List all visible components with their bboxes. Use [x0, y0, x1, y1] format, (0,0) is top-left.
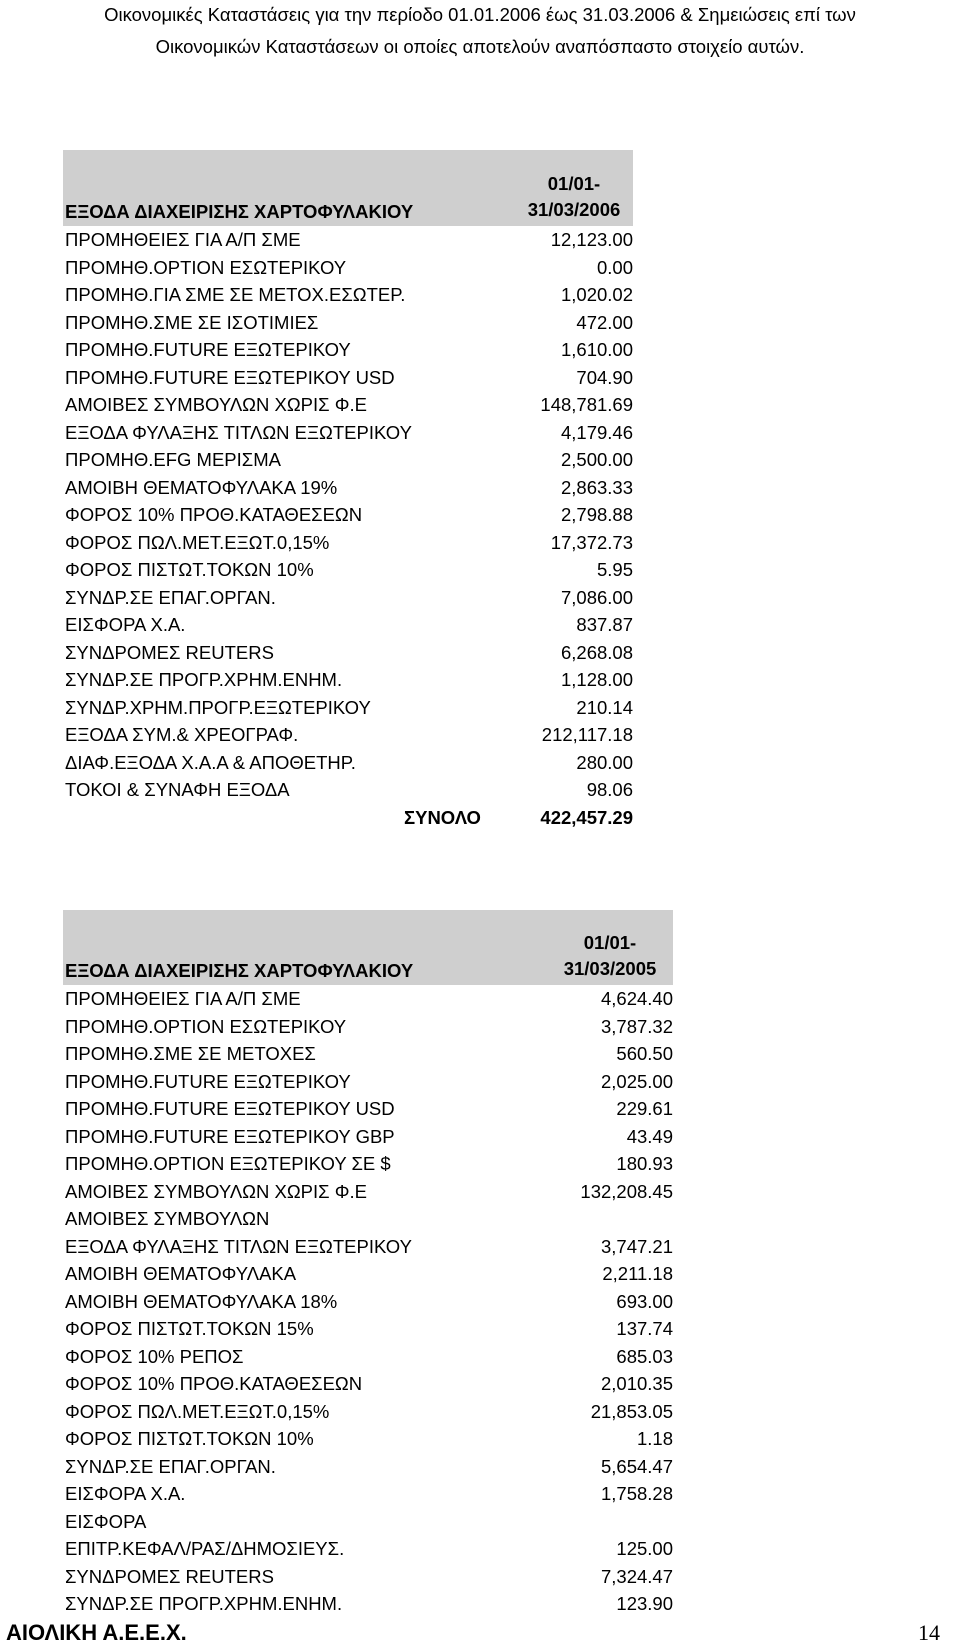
table-row [63, 1315, 673, 1343]
row-label: ΣΥΝΔΡ.ΣΕ ΕΠΑΓ.ΟΡΓΑΝ. [65, 586, 276, 608]
row-label: ΑΜΟΙΒΗ ΘΕΜΑΤΟΦΥΛΑΚΑ 19% [65, 476, 338, 498]
row-label: ΠΡΟΜΗΘ.FUTURE ΕΞΩΤΕΡΙΚΟΥ USD [65, 366, 395, 388]
row-label: ΦΟΡΟΣ ΠΙΣΤΩΤ.ΤΟΚΩΝ 10% [65, 559, 314, 580]
table-row [63, 985, 673, 1013]
row-amount: 210.14 [576, 696, 633, 718]
row-label: ΦΟΡΟΣ ΠΙΣΤΩΤ.ΤΟΚΩΝ 10% [65, 1428, 314, 1449]
table-row [63, 639, 633, 667]
row-label: ΦΟΡΟΣ 10% ΡΕΠΟΣ [65, 1345, 244, 1367]
table-row [63, 1260, 673, 1288]
row-amount: 5.95 [596, 559, 633, 580]
expenses-table-2005 [63, 910, 673, 1618]
row-amount: 180.93 [616, 1153, 673, 1174]
table-row [63, 419, 633, 447]
table-row [63, 1013, 673, 1041]
row-label: ΕΞΟΔΑ ΦΥΛΑΞΗΣ ΤΙΤΛΩΝ ΕΞΩΤΕΡΙΚΟΥ [65, 1235, 412, 1257]
table-row [63, 1095, 673, 1123]
table-row [63, 474, 633, 502]
row-amount: 7,324.47 [600, 1565, 673, 1587]
table-row [63, 1040, 673, 1068]
table-row [63, 1178, 673, 1206]
table-row [63, 721, 633, 749]
row-label: ΣΥΝΔΡΟΜΕΣ REUTERS [65, 1565, 274, 1587]
row-amount: 2,798.88 [560, 504, 633, 525]
row-amount: 125.00 [616, 1538, 673, 1559]
row-amount: 132,208.45 [580, 1180, 673, 1202]
table-row [63, 776, 633, 804]
row-amount: 21,853.05 [590, 1400, 673, 1422]
row-amount: 2,211.18 [602, 1263, 673, 1284]
table-row [63, 1343, 673, 1371]
table-row [63, 391, 633, 419]
row-label: ΠΡΟΜΗΘ.OPTION ΕΞΩΤΕΡΙΚΟΥ ΣΕ $ [65, 1153, 391, 1174]
table-row [63, 1453, 673, 1481]
expenses-table-2006 [63, 150, 633, 831]
row-label: ΕΞΟΔΑ ΣΥΜ.& ΧΡΕΟΓΡΑΦ. [65, 724, 299, 745]
row-amount: 212,117.18 [541, 724, 633, 745]
row-label: ΕΙΣΦΟΡΑ Χ.Α. [65, 614, 186, 635]
table-row [63, 556, 633, 584]
table-row [63, 1398, 673, 1426]
table-row [63, 694, 633, 722]
table-row [63, 1425, 673, 1453]
table-row [63, 226, 633, 254]
row-label: ΦΟΡΟΣ ΠΙΣΤΩΤ.ΤΟΚΩΝ 15% [65, 1318, 314, 1339]
row-label: ΠΡΟΜΗΘΕΙΕΣ ΓΙΑ Α/Π ΣΜΕ [65, 229, 301, 250]
row-amount: 837.87 [576, 614, 633, 635]
table-header [63, 910, 673, 985]
row-amount: 280.00 [576, 751, 633, 773]
period-header [515, 171, 633, 223]
row-amount: 6,268.08 [560, 641, 633, 663]
row-amount: 2,500.00 [560, 449, 633, 470]
row-amount: 2,010.35 [600, 1373, 673, 1394]
table-row [63, 364, 633, 392]
table-row [63, 446, 633, 474]
report-header-line-2: Οικονομικών Καταστάσεων οι οποίες αποτελούν αναπόσπαστο στοιχείο αυτών. [155, 36, 805, 57]
table-row [63, 1123, 673, 1151]
table-row [63, 254, 633, 282]
table-title: ΕΞΟΔΑ ΔΙΑΧΕΙΡΙΣΗΣ ΧΑΡΤΟΦΥΛΑΚΙΟΥ [65, 960, 414, 981]
table-body [63, 226, 633, 804]
company-name: ΑΙΟΛΙΚΗ Α.Ε.Ε.Χ. [6, 1620, 187, 1645]
period-line-2: 31/03/2005 [563, 958, 657, 979]
row-label: ΠΡΟΜΗΘ.ΣΜΕ ΣΕ ΙΣΟΤΙΜΙΕΣ [65, 311, 319, 333]
row-label: ΕΠΙΤΡ.ΚΕΦΑΛ/ΡΑΣ/ΔΗΜΟΣΙΕΥΣ. [65, 1538, 345, 1559]
table-row [63, 336, 633, 364]
row-label: ΑΜΟΙΒΕΣ ΣΥΜΒΟΥΛΩΝ ΧΩΡΙΣ Φ.Ε [65, 1180, 367, 1202]
row-label: ΠΡΟΜΗΘ.FUTURE ΕΞΩΤΕΡΙΚΟΥ [65, 339, 351, 360]
row-amount: 2,863.33 [560, 476, 633, 498]
row-label: ΣΥΝΔΡ.ΣΕ ΠΡΟΓΡ.ΧΡΗΜ.ΕΝΗΜ. [65, 1593, 343, 1614]
table-row [63, 309, 633, 337]
row-label: ΠΡΟΜΗΘ.FUTURE ΕΞΩΤΕΡΙΚΟΥ USD [65, 1098, 395, 1119]
row-label: ΠΡΟΜΗΘ.FUTURE ΕΞΩΤΕΡΙΚΟΥ GBP [65, 1125, 395, 1147]
row-label: ΕΞΟΔΑ ΦΥΛΑΞΗΣ ΤΙΤΛΩΝ ΕΞΩΤΕΡΙΚΟΥ [65, 421, 412, 443]
row-label: ΦΟΡΟΣ ΠΩΛ.ΜΕΤ.ΕΞΩΤ.0,15% [65, 531, 330, 553]
row-amount: 4,179.46 [560, 421, 633, 443]
row-amount: 229.61 [616, 1098, 673, 1119]
row-amount: 12,123.00 [550, 229, 633, 250]
table-row [63, 1205, 673, 1233]
row-amount: 1.18 [636, 1428, 673, 1449]
row-label: ΦΟΡΟΣ 10% ΠΡΟΘ.ΚΑΤΑΘΕΣΕΩΝ [65, 1373, 363, 1394]
table-row [63, 1508, 673, 1536]
total-row [63, 804, 633, 832]
row-amount: 7,086.00 [560, 586, 633, 608]
row-amount: 560.50 [616, 1043, 673, 1064]
row-amount: 1,128.00 [560, 669, 633, 690]
row-label: ΦΟΡΟΣ ΠΩΛ.ΜΕΤ.ΕΞΩΤ.0,15% [65, 1400, 330, 1422]
row-amount: 3,747.21 [600, 1235, 673, 1257]
table-row [63, 1370, 673, 1398]
row-label: ΠΡΟΜΗΘ.ΓΙΑ ΣΜΕ ΣΕ ΜΕΤΟΧ.ΕΣΩΤΕΡ. [65, 284, 406, 305]
row-label: ΠΡΟΜΗΘ.EFG ΜΕΡΙΣΜΑ [65, 449, 281, 470]
row-label: ΕΙΣΦΟΡΑ [65, 1510, 147, 1532]
table-row [63, 611, 633, 639]
row-label: ΤΟΚΟΙ & ΣΥΝΑΦΗ ΕΞΟΔΑ [65, 779, 290, 800]
period-header [547, 930, 673, 982]
period-line-1: 01/01- [547, 173, 601, 194]
period-line-1: 01/01- [583, 932, 637, 953]
total-label: ΣΥΝΟΛΟ [404, 806, 481, 828]
row-label: ΣΥΝΔΡ.ΣΕ ΕΠΑΓ.ΟΡΓΑΝ. [65, 1455, 276, 1477]
row-label: ΠΡΟΜΗΘ.ΣΜΕ ΣΕ ΜΕΤΟΧΕΣ [65, 1043, 316, 1064]
row-label: ΑΜΟΙΒΕΣ ΣΥΜΒΟΥΛΩΝ [65, 1208, 270, 1229]
table-row [63, 1563, 673, 1591]
table-body [63, 985, 673, 1618]
row-label: ΑΜΟΙΒΗ ΘΕΜΑΤΟΦΥΛΑΚΑ [65, 1263, 297, 1284]
row-label: ΑΜΟΙΒΗ ΘΕΜΑΤΟΦΥΛΑΚΑ 18% [65, 1290, 338, 1312]
row-label: ΕΙΣΦΟΡΑ Χ.Α. [65, 1483, 186, 1504]
table-header [63, 150, 633, 226]
row-amount: 17,372.73 [550, 531, 633, 553]
row-amount: 1,610.00 [560, 339, 633, 360]
row-label: ΠΡΟΜΗΘΕΙΕΣ ΓΙΑ Α/Π ΣΜΕ [65, 988, 301, 1009]
table-row [63, 749, 633, 777]
row-amount: 98.06 [586, 779, 633, 800]
row-label: ΠΡΟΜΗΘ.OPTION ΕΣΩΤΕΡΙΚΟΥ [65, 1015, 347, 1037]
row-amount: 1,020.02 [560, 284, 633, 305]
row-amount: 2,025.00 [600, 1070, 673, 1092]
table-row [63, 1535, 673, 1563]
row-amount: 123.90 [616, 1593, 673, 1614]
row-label: ΔΙΑΦ.ΕΞΟΔΑ Χ.Α.Α & ΑΠΟΘΕΤΗΡ. [65, 751, 356, 773]
table-row [63, 1590, 673, 1618]
table-row [63, 584, 633, 612]
row-amount: 693.00 [616, 1290, 673, 1312]
row-amount: 4,624.40 [600, 988, 673, 1009]
row-amount: 704.90 [576, 366, 633, 388]
table-row [63, 666, 633, 694]
row-amount: 5,654.47 [600, 1455, 673, 1477]
row-amount: 137.74 [616, 1318, 673, 1339]
table-row [63, 1150, 673, 1178]
row-amount: 148,781.69 [540, 394, 633, 415]
row-label: ΠΡΟΜΗΘ.FUTURE ΕΞΩΤΕΡΙΚΟΥ [65, 1070, 351, 1092]
row-amount: 472.00 [576, 311, 633, 333]
row-label: ΑΜΟΙΒΕΣ ΣΥΜΒΟΥΛΩΝ ΧΩΡΙΣ Φ.Ε [65, 394, 367, 415]
table-row [63, 1068, 673, 1096]
period-line-2: 31/03/2006 [527, 199, 621, 220]
row-amount: 3,787.32 [600, 1015, 673, 1037]
table-row [63, 1480, 673, 1508]
table-row [63, 281, 633, 309]
row-label: ΣΥΝΔΡ.ΧΡΗΜ.ΠΡΟΓΡ.ΕΞΩΤΕΡΙΚΟΥ [65, 696, 371, 718]
page-number: 14 [918, 1620, 940, 1645]
table-row [63, 529, 633, 557]
table-row [63, 1233, 673, 1261]
row-label: ΣΥΝΔΡ.ΣΕ ΠΡΟΓΡ.ΧΡΗΜ.ΕΝΗΜ. [65, 669, 343, 690]
row-amount: 1,758.28 [600, 1483, 673, 1504]
table-row [63, 501, 633, 529]
report-header-line-1: Οικονομικές Καταστάσεις για την περίοδο 01.01.2006 έως 31.03.2006 & Σημειώσεις επί των [104, 4, 856, 25]
total-amount: 422,457.29 [540, 806, 633, 828]
row-label: ΠΡΟΜΗΘ.OPTION ΕΣΩΤΕΡΙΚΟΥ [65, 256, 347, 278]
table-title: ΕΞΟΔΑ ΔΙΑΧΕΙΡΙΣΗΣ ΧΑΡΤΟΦΥΛΑΚΙΟΥ [65, 201, 414, 222]
row-label: ΣΥΝΔΡΟΜΕΣ REUTERS [65, 641, 274, 663]
table-row [63, 1288, 673, 1316]
row-amount: 0.00 [596, 256, 633, 278]
row-amount: 43.49 [626, 1125, 673, 1147]
row-label: ΦΟΡΟΣ 10% ΠΡΟΘ.ΚΑΤΑΘΕΣΕΩΝ [65, 504, 363, 525]
row-amount: 685.03 [616, 1345, 673, 1367]
